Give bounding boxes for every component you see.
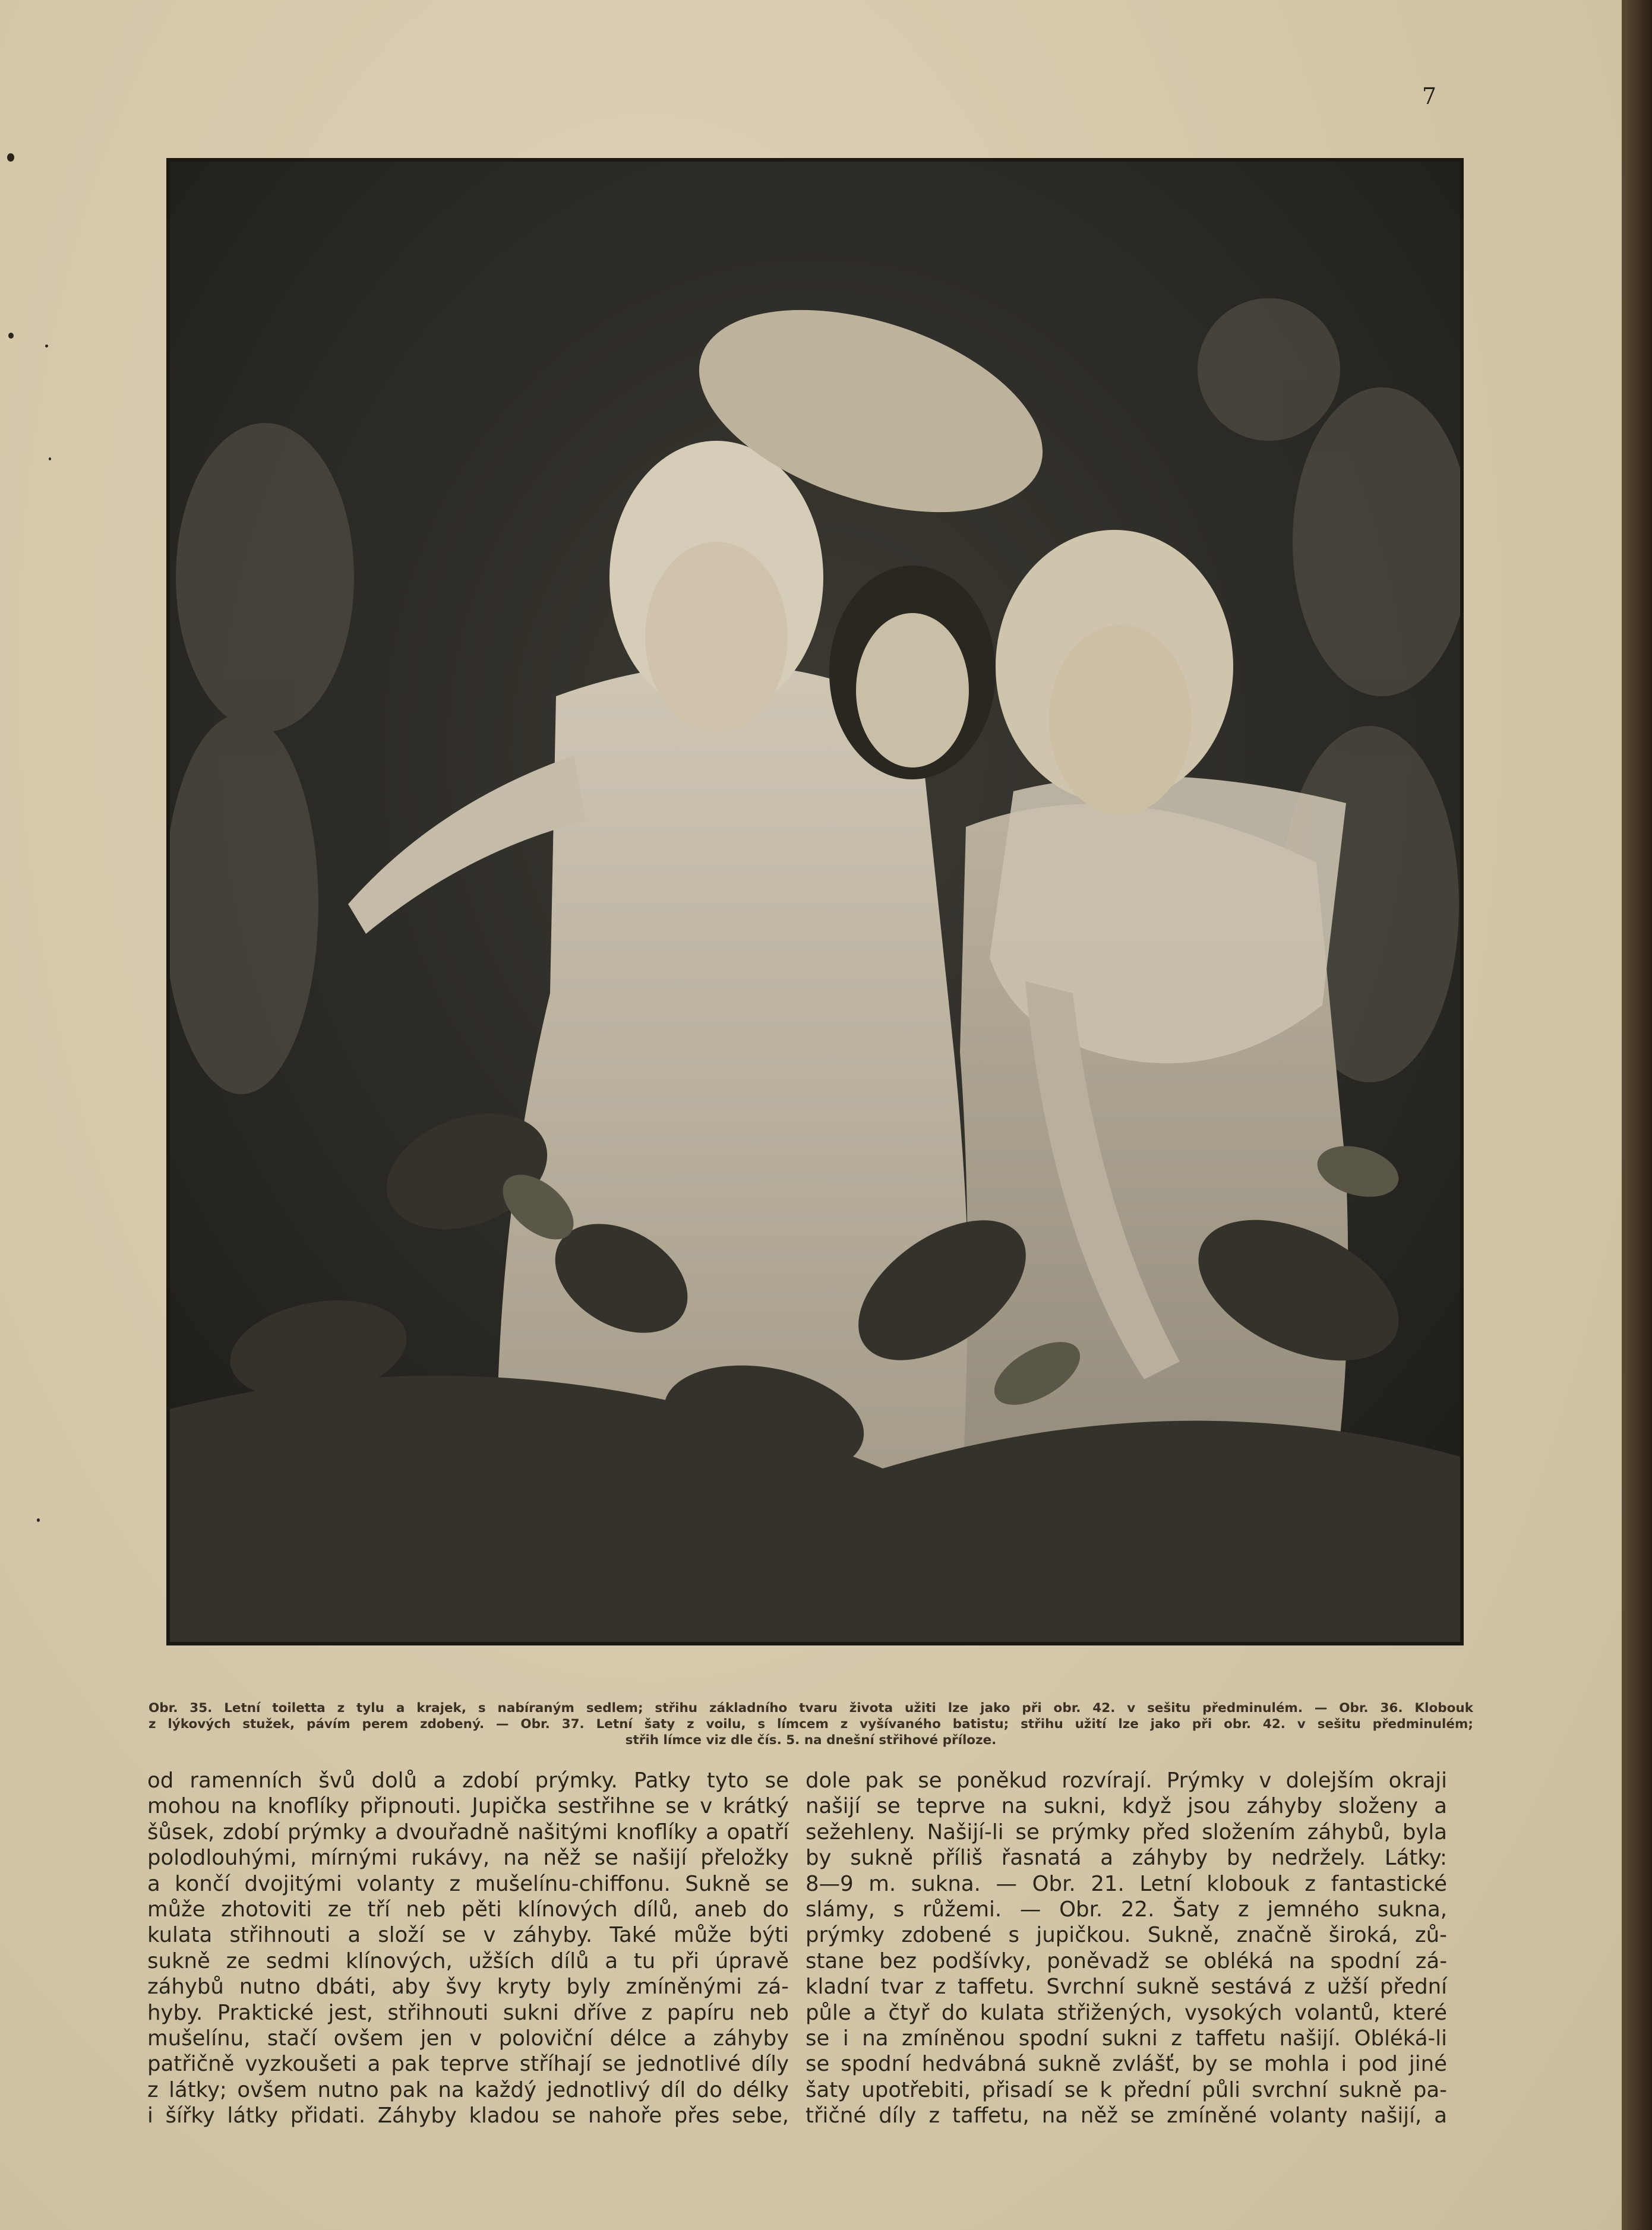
caption-line: Obr. 35. Letní toiletta z tylu a krajek, s nabíraným sedlem; střihu základního tvaru života užiti lze jako při obr. 42. v sešitu předminulém. — Obr. 36. Klobouk	[149, 1701, 1473, 1716]
binding-hole-mark	[7, 153, 14, 162]
text-line: záhybů nutno dbáti, aby švy kryty byly zmíněnými zá-	[147, 1975, 789, 2000]
text-line: našijí se teprve na sukni, když jsou záhyby složeny a	[806, 1794, 1447, 1819]
binding-hole-mark	[49, 457, 51, 460]
text-line: sežehleny. Našijí-li se prýmky před složením záhybů, byla	[806, 1820, 1447, 1844]
text-line: a končí dvojitými volanty z mušelínu-chiffonu. Sukně se	[147, 1871, 789, 1896]
text-line: patřičně vyzkoušeti a pak teprve stříhají se jednotlivé díly	[147, 2052, 789, 2077]
text-line: třičné díly z taffetu, na něž se zmíněné volanty našijí, a	[806, 2103, 1447, 2128]
text-line: prýmky zdobené s jupičkou. Sukně, značně široká, zů-	[806, 1923, 1447, 1948]
photograph-three-women-in-summer-dresses-icon	[170, 162, 1460, 1642]
text-column-right	[806, 1768, 1447, 2128]
text-line: mušelínu, stačí ovšem jen v poloviční délce a záhyby	[147, 2026, 789, 2051]
text-column-left	[147, 1768, 789, 2128]
page-edge-shadow	[1622, 0, 1652, 2230]
text-line: z látky; ovšem nutno pak na každý jednotlivý díl do délky	[147, 2077, 789, 2102]
text-line: šaty upotřebiti, přisadí se k přední půli svrchní sukně pa-	[806, 2077, 1447, 2102]
text-line: 8—9 m. sukna. — Obr. 21. Letní klobouk z fantastické	[806, 1871, 1447, 1896]
text-line: se spodní hedvábná sukně zvlášť, by se mohla i pod jiné	[806, 2052, 1447, 2077]
text-line: hyby. Praktické jest, střihnouti sukni dříve z papíru neb	[147, 2000, 789, 2025]
text-line: sukně ze sedmi klínových, užších dílů a tu při úpravě	[147, 1948, 789, 1973]
text-line: slámy, s růžemi. — Obr. 22. Šaty z jemného sukna,	[806, 1897, 1447, 1922]
text-line: může zhotoviti ze tří neb pěti klínových dílů, aneb do	[147, 1897, 789, 1922]
binding-hole-mark	[8, 333, 14, 339]
text-line: šůsek, zdobí prýmky a dvouřadně našitými knoflíky a opatří	[147, 1820, 789, 1844]
page-number: 7	[1422, 83, 1437, 109]
binding-hole-mark	[45, 345, 48, 348]
fashion-photograph	[166, 158, 1464, 1645]
text-line: stane bez podšívky, poněvadž se obléká na spodní zá-	[806, 1948, 1447, 1973]
text-line: by sukně příliš řasnatá a záhyby by nedržely. Látky:	[806, 1846, 1447, 1871]
text-line: půle a čtyř do kulata střižených, vysokých volantů, které	[806, 2000, 1447, 2025]
figure-caption	[149, 1700, 1473, 1748]
text-line: od ramenních švů dolů a zdobí prýmky. Patky tyto se	[147, 1768, 789, 1793]
text-line: polodlouhými, mírnými rukávy, na něž se našijí přeložky	[147, 1846, 789, 1871]
binding-hole-mark	[37, 1518, 40, 1522]
text-line: mohou na knoflíky připnouti. Jupička sestřihne se v krátký	[147, 1794, 789, 1819]
text-line: i šířky látky přidati. Záhyby kladou se nahoře přes sebe,	[147, 2103, 789, 2128]
text-line: kulata střihnouti a složí se v záhyby. Také může býti	[147, 1923, 789, 1948]
text-line: se i na zmíněnou spodní sukni z taffetu našijí. Obléká-li	[806, 2026, 1447, 2051]
text-line: kladní tvar z taffetu. Svrchní sukně sestává z užší přední	[806, 1975, 1447, 2000]
text-line: dole pak se poněkud rozvírají. Prýmky v dolejším okraji	[806, 1768, 1447, 1793]
caption-line: z lýkových stužek, pávím perem zdobený. — Obr. 37. Letní šaty z voilu, s límcem z vyšívaného batistu; střihu užití lze jako při obr. 42. v sešitu předminulém;	[149, 1717, 1473, 1732]
caption-line: střih límce viz dle čís. 5. na dnešní střihové příloze.	[625, 1733, 997, 1748]
